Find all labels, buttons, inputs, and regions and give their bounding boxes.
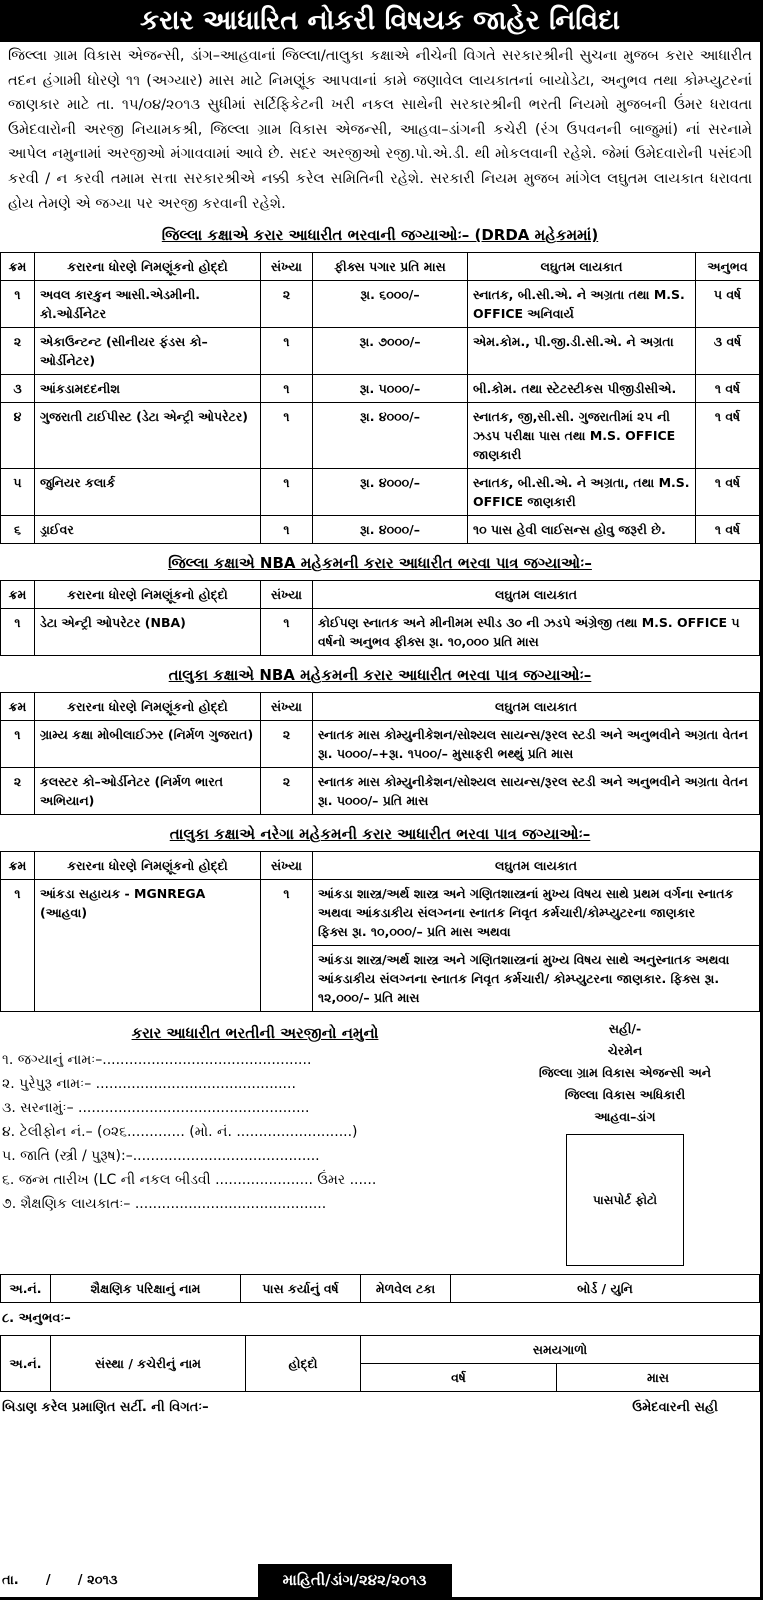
cell-qualification: બી.કોમ. તથા સ્ટેટસ્ટીકસ પીજીડીસીએ. (468, 375, 696, 403)
col-header: વર્ષ (361, 1364, 557, 1392)
cell-count: ૧ (261, 609, 313, 656)
drda-heading: જિલ્લા કક્ષાએ કરાર આધારીત ભરવાની જગ્યાઓઃ– (DRDA મહેકમમાં) (161, 226, 599, 245)
form-field: ૪. ટેલીફોન નં.– (૦૨૬............. (મો. નં. ..........................) (2, 1124, 358, 1141)
table-header-row (1, 581, 760, 609)
nrega-table (0, 851, 760, 1012)
table-row (1, 375, 760, 403)
col-header: કરારના ધોરણે નિમણૂંકનો હોદ્દો (35, 253, 261, 281)
table-row (1, 609, 760, 656)
signature-line: જિલ્લા ગ્રામ વિકાસ એજન્સી અને (538, 1065, 712, 1081)
date-field: તા. / / ૨૦૧૩ (2, 1573, 118, 1588)
col-header: કરારના ધોરણે નિમણૂંકનો હોદ્દો (35, 852, 261, 880)
form-field: ૩. સરનામુંઃ– .................................................... (2, 1100, 310, 1117)
cell-post: ગ્રામ્ય કક્ષા મોબીલાઈઝર (નિર્મળ ગુજરાત) (35, 721, 261, 768)
col-header: ક્રમ (1, 581, 35, 609)
signature-line: સહી/- (608, 1021, 642, 1037)
col-header: સંસ્થા / કચેરીનું નામ (51, 1336, 246, 1392)
table-row (1, 328, 760, 375)
cell-post: ડ્રાઈવર (35, 516, 261, 544)
col-header: લઘુતમ લાયકાત (313, 581, 760, 609)
col-header: લઘુતમ લાયકાત (313, 852, 760, 880)
cell-count: ૨ (261, 768, 313, 815)
cell-pay: રૂા. ૭૦૦૦/– (313, 328, 468, 375)
table-header-row (1, 852, 760, 880)
form-field: ૨. પુરેપુરૂ નામઃ– ............................................. (2, 1076, 296, 1093)
cell-pay: રૂા. ૪૦૦૦/– (313, 516, 468, 544)
intro-paragraph: જિલ્લા ગ્રામ વિકાસ એજન્સી, ડાંગ–આહવાનાં જિલ્લા/તાલુકા કક્ષાએ નીચેની વિગતે સરકારશ્રીની સુચના મુજબ કરાર આધારીત તદન હંગામી ધોરણે ૧૧ (અગ્યાર) માસ માટે નિમણૂંક આપવાનાં કામે જણાવેલ લાયકાતનાં બાયોડેટા, અનુભવ તથા કોમ્પ્યુટરનાં જાણકાર માટે તા. ૧૫/૦૪/૨૦૧૩ સુધીમાં સર્ટિફિકેટની ખરી નકલ સાથેની સરકારશ્રીની ભરતી નિયમો મુજબની ઉંમર ધરાવતા ઉમેદવારોની અરજી નિયામકશ્રી, જિલ્લા ગ્રામ વિકાસ એજન્સી, આહવા–ડાંગની કચેરી (રંગ ઉપવનની બાજુમાં) નાં સરનામે આપેલ નમુનામાં અરજીઓ મંગાવવામાં આવે છે. સદર અરજીઓ રજી.પો.એ.ડી. થી મોકલવાની રહેશે. જેમાં ઉમેદવારોની પસંદગી કરવી / ન કરવી તમામ સત્તા સરકારશ્રીએ નક્કી કરેલ સમિતિની રહેશે. સરકારી નિયમ મુજબ માંગેલ લઘુતમ લાયકાત ધરાવતા હોય તેમણે એ જગ્યા પર અરજી કરવાની રહેશે. (8, 48, 752, 212)
cell-qualification: સ્નાતક, બી.સી.એ. ને અગ્રતા, તથા M.S. OFFICE જાણકારી (468, 469, 696, 516)
col-header: બોર્ડ / યુનિ (451, 1275, 760, 1303)
col-header: સંખ્યા (261, 253, 313, 281)
form-field: ૬. જન્મ તારીખ (LC ની નકલ બીડવી ...................... ઉંમર ...... (2, 1172, 377, 1189)
col-header: સમયગાળો (361, 1336, 760, 1364)
col-header: ક્રમ (1, 253, 35, 281)
cell-post: ડેટા એન્ટ્રી ઓપરેટર (NBA) (35, 609, 261, 656)
notice-title: કરાર આધારિત નોકરી વિષયક જાહેર નિવિદા (0, 0, 760, 42)
col-header: અ.નં. (1, 1336, 51, 1392)
signature-line: જિલ્લા વિકાસ અધિકારી (564, 1087, 686, 1103)
candidate-signature-label: ઉમેદવારની સહી (632, 1400, 718, 1416)
col-header: ફીક્સ પગાર પ્રતિ માસ (313, 253, 468, 281)
cell-pay: રૂા. ૫૦૦૦/– (313, 375, 468, 403)
cell-count: ૧ (261, 328, 313, 375)
col-header: પાસ કર્યાનું વર્ષ (241, 1275, 361, 1303)
signature-line: ચેરમેન (607, 1043, 643, 1059)
signature-line: આહવા–ડાંગ (594, 1109, 656, 1125)
nba-district-table (0, 580, 760, 656)
col-header: કરારના ધોરણે નિમણૂંકનો હોદ્દો (35, 693, 261, 721)
drda-table (0, 252, 760, 544)
nba-district-heading: જિલ્લા કક્ષાએ NBA મહેકમની કરાર આધારીત ભરવા પાત્ર જગ્યાઓઃ– (168, 554, 592, 573)
cell-post: કલસ્ટર કો–ઓર્ડીનેટર (નિર્મળ ભારત અભિયાન) (35, 768, 261, 815)
col-header: સંખ્યા (261, 581, 313, 609)
cell-qualification: એમ.કોમ., પી.જી.ડી.સી.એ. ને અગ્રતા (468, 328, 696, 375)
cell-count: ૨ (261, 281, 313, 328)
cell-no: ૧ (1, 880, 35, 1012)
col-header: ક્રમ (1, 852, 35, 880)
application-form-right (490, 1018, 760, 1266)
table-row (1, 403, 760, 469)
form-heading: કરાર આધારીત ભરતીની અરજીનો નમુનો (131, 1024, 379, 1043)
cell-qualification: સ્નાતક માસ કોમ્યુનીકેશન/સોશ્યલ સાયન્સ/રૂરલ સ્ટડી અને અનુભવીને અગ્રતા વેતન રૂા. ૫૦૦૦/– પ્રતિ માસ (313, 768, 760, 815)
passport-photo-box (566, 1134, 684, 1266)
cell-no: ૧ (1, 609, 35, 656)
form-field: ૭. શૈક્ષણિક લાયકાતઃ– ........................................... (2, 1196, 327, 1213)
nba-taluka-table (0, 692, 760, 815)
cell-count: ૧ (261, 403, 313, 469)
application-form-section (0, 1018, 760, 1266)
col-header: ક્રમ (1, 693, 35, 721)
cell-experience: ૩ વર્ષ (696, 328, 760, 375)
cell-no: ૨ (1, 328, 35, 375)
cell-count: ૧ (261, 880, 313, 1012)
reference-number: માહિતી/ડાંગ/૨૪૨/૨૦૧૩ (258, 1564, 452, 1597)
col-header: અ.નં. (1, 1275, 51, 1303)
table-header-row (1, 693, 760, 721)
col-header: કરારના ધોરણે નિમણૂંકનો હોદ્દો (35, 581, 261, 609)
cell-post: ગુજરાતી ટાઈપીસ્ટ (ડેટા એન્ટ્રી ઓપરેટર) (35, 403, 261, 469)
cell-qualification: કોઈપણ સ્નાતક અને મીનીમમ સ્પીડ ૩૦ ની ઝડપે અંગ્રેજી તથા M.S. OFFICE ૫ વર્ષનો અનુભવ ફીક્સ રૂા. ૧૦,૦૦૦ પ્રતિ માસ (313, 609, 760, 656)
photo-label: પાસપોર્ટ ફોટો (593, 1192, 657, 1207)
cell-no: ૧ (1, 721, 35, 768)
table-row (1, 880, 760, 946)
cell-pay: રૂા. ૪૦૦૦/– (313, 403, 468, 469)
application-form-fields (0, 1048, 470, 1216)
cell-qualification (313, 880, 760, 946)
signatory-block (490, 1018, 760, 1128)
table-row (1, 721, 760, 768)
cell-no: ૨ (1, 768, 35, 815)
cell-post: આંકડામદદનીશ (35, 375, 261, 403)
col-header: લઘુતમ લાયકાત (313, 693, 760, 721)
cell-count: ૧ (261, 516, 313, 544)
qualification-option-1: આંકડા શાસ્ત્ર/અર્થ શાસ્ત્ર અને ગણિતશાસ્ત્રનાં મુખ્ય વિષય સાથે પ્રથમ વર્ગના સ્નાતક અથવા આંકડાકીય સંલગ્નના સ્નાતક નિવૃત કર્મચારી/કોમ્પ્યુટરના જાણકાર (318, 886, 734, 921)
cell-qualification: સ્નાતક માસ કોમ્યુનીકેશન/સોશ્યલ સાયન્સ/રૂરલ સ્ટડી અને અનુભવીને અગ્રતા વેતન રૂા. ૫૦૦૦/–+રૂા. ૧૫૦૦/– મુસાફરી ભથ્થું પ્રતિ માસ (313, 721, 760, 768)
cell-no: ૪ (1, 403, 35, 469)
qualification-option-2: આંકડા શાસ્ત્ર/અર્થ શાસ્ત્ર અને ગણિતશાસ્ત્રનાં મુખ્ય વિષય સાથે અનુસ્નાતક અથવા આંકડાકીય સંલગ્નના સ્નાતક નિવૃત કર્મચારી/ કોમ્પ્યુટરના જાણકાર. ફિક્સ રૂા. ૧૨,૦૦૦/– પ્રતિ માસ (313, 946, 760, 1012)
cell-post: એકાઉન્ટન્ટ (સીનીયર ફંડસ કો–ઓર્ડીનેટર) (35, 328, 261, 375)
nba-taluka-heading: તાલુકા કક્ષાએ NBA મહેકમની કરાર આધારીત ભરવા પાત્ર જગ્યાઓઃ– (168, 666, 592, 685)
footer-row-2 (0, 1562, 760, 1597)
col-header: માસ (557, 1364, 760, 1392)
col-header: સંખ્યા (261, 852, 313, 880)
cell-experience: ૫ વર્ષ (696, 281, 760, 328)
cell-no: ૬ (1, 516, 35, 544)
cell-experience: ૧ વર્ષ (696, 469, 760, 516)
col-header: હોદ્દો (246, 1336, 361, 1392)
cell-post: અવલ કારકુન આસી.એડમીની. કો.ઓર્ડીનેટર (35, 281, 261, 328)
cell-experience: ૧ વર્ષ (696, 516, 760, 544)
cell-qualification: ૧૦ પાસ હેવી લાઈસન્સ હોવુ જરૂરી છે. (468, 516, 696, 544)
education-table (0, 1274, 760, 1303)
form-field: ૧. જગ્યાનું નામઃ–............................................... (2, 1052, 312, 1069)
table-row (1, 281, 760, 328)
cell-no: ૩ (1, 375, 35, 403)
table-row (1, 516, 760, 544)
table-row (1, 469, 760, 516)
cell-pay: રૂા. ૬૦૦૦/– (313, 281, 468, 328)
cell-count: ૧ (261, 469, 313, 516)
cell-no: ૧ (1, 281, 35, 328)
col-header: અનુભવ (696, 253, 760, 281)
footer-row (0, 1392, 760, 1418)
qualification-option-1-pay: ફિક્સ રૂા. ૧૦,૦૦૦/– પ્રતિ માસ અથવા (318, 924, 511, 940)
form-field: ૫. જાતિ (સ્ત્રી / પુરૂષ):–.......................................... (2, 1148, 320, 1165)
col-header: લઘુતમ લાયકાત (468, 253, 696, 281)
table-row (1, 768, 760, 815)
cell-qualification: સ્નાતક, જી,સી.સી. ગુજરાતીમાં ૨૫ ની ઝડપ પરીક્ષા પાસ તથા M.S. OFFICE જાણકારી (468, 403, 696, 469)
col-header: મેળવેલ ટકા (361, 1275, 451, 1303)
cell-qualification: સ્નાતક, બી.સી.એ. ને અગ્રતા તથા M.S. OFFICE અનિવાર્ય (468, 281, 696, 328)
table-header-row (1, 253, 760, 281)
cell-count: ૨ (261, 721, 313, 768)
col-header: શૈક્ષણિક પરિક્ષાનું નામ (51, 1275, 241, 1303)
experience-table (0, 1335, 760, 1392)
nrega-heading: તાલુકા કક્ષાએ નરેગા મહેકમની કરાર આધારીત ભરવા પાત્ર જગ્યાઓઃ– (169, 825, 591, 844)
cell-pay: રૂા. ૪૦૦૦/– (313, 469, 468, 516)
cell-experience: ૧ વર્ષ (696, 403, 760, 469)
experience-label: ૮. અનુભવઃ– (2, 1311, 71, 1327)
col-header: સંખ્યા (261, 693, 313, 721)
cell-no: ૫ (1, 469, 35, 516)
cell-post: જુનિયર કલાર્ક (35, 469, 261, 516)
attached-certificates-label: બિડાણ કરેલ પ્રમાણિત સર્ટી. ની વિગતઃ– (2, 1400, 209, 1416)
cell-count: ૧ (261, 375, 313, 403)
application-form-left (0, 1018, 470, 1216)
cell-experience: ૧ વર્ષ (696, 375, 760, 403)
cell-post: આંકડા સહાયક - MGNREGA (આહવા) (35, 880, 261, 1012)
